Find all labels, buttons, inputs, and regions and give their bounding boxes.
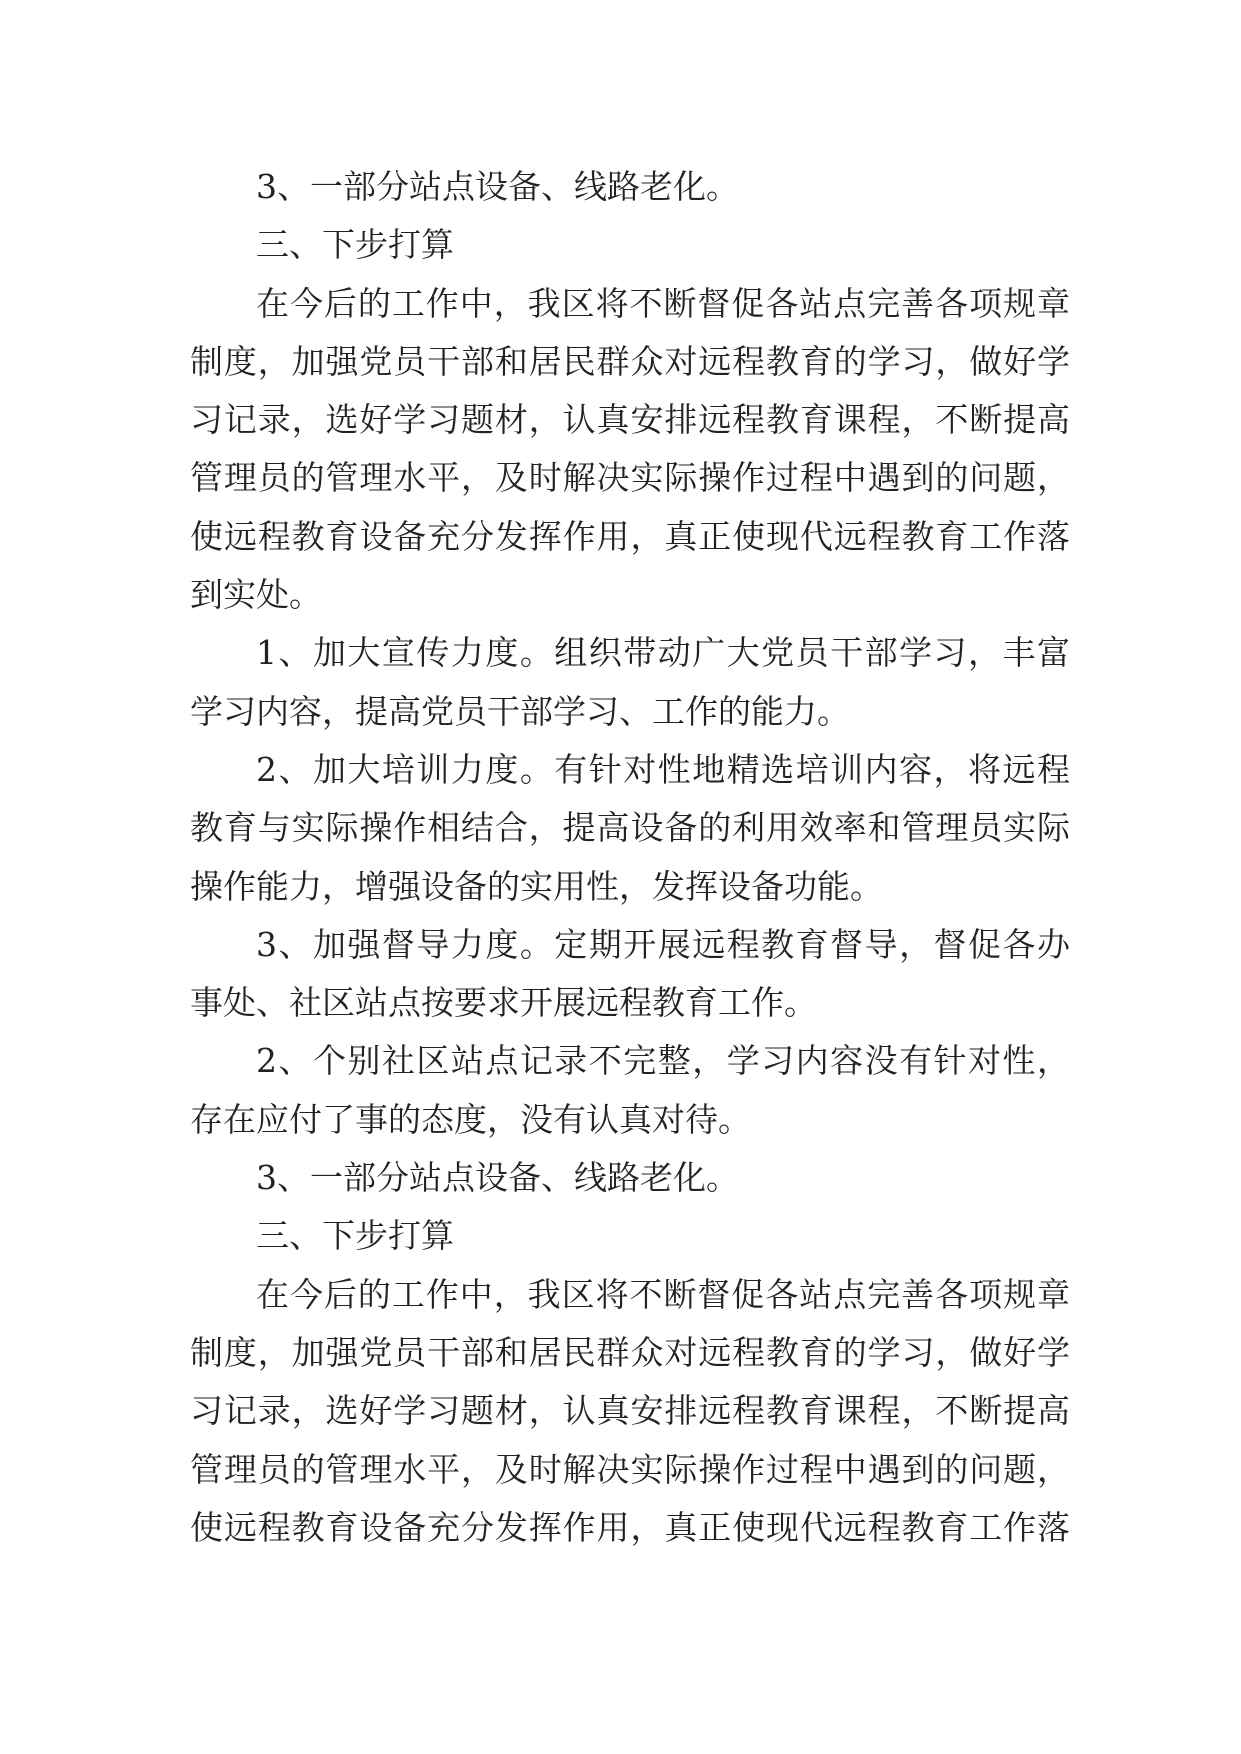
document-body bbox=[190, 158, 1070, 1557]
text-line: 在今后的工作中，我区将不断督促各站点完善各项规章 bbox=[256, 283, 1070, 323]
text-line: 3、一部分站点设备、线路老化。 bbox=[256, 1158, 739, 1198]
text-line: 事处、社区站点按要求开展远程教育工作。 bbox=[190, 983, 817, 1023]
text-line: 2、加大培训力度。有针对性地精选培训内容，将远程 bbox=[256, 749, 1070, 789]
text-line: 2、个别社区站点记录不完整，学习内容没有针对性， bbox=[256, 1041, 1070, 1081]
text-line: 制度，加强党员干部和居民群众对远程教育的学习，做好学 bbox=[190, 341, 1070, 381]
text-line: 三、下步打算 bbox=[256, 1216, 454, 1256]
text-line: 习记录，选好学习题材，认真安排远程教育课程，不断提高 bbox=[190, 1391, 1070, 1431]
text-line: 制度，加强党员干部和居民群众对远程教育的学习，做好学 bbox=[190, 1332, 1070, 1372]
text-line: 学习内容，提高党员干部学习、工作的能力。 bbox=[190, 691, 850, 731]
text-line: 存在应付了事的态度，没有认真对待。 bbox=[190, 1099, 751, 1139]
text-line: 1、加大宣传力度。组织带动广大党员干部学习，丰富 bbox=[256, 633, 1070, 673]
text-line: 三、下步打算 bbox=[256, 225, 454, 265]
text-line: 在今后的工作中，我区将不断督促各站点完善各项规章 bbox=[256, 1274, 1070, 1314]
text-line: 3、一部分站点设备、线路老化。 bbox=[256, 167, 739, 206]
text-line: 操作能力，增强设备的实用性，发挥设备功能。 bbox=[190, 866, 883, 906]
text-line: 管理员的管理水平，及时解决实际操作过程中遇到的问题， bbox=[190, 458, 1070, 498]
text-line: 使远程教育设备充分发挥作用，真正使现代远程教育工作落 bbox=[190, 516, 1070, 556]
text-line: 使远程教育设备充分发挥作用，真正使现代远程教育工作落 bbox=[190, 1507, 1070, 1547]
text-line: 习记录，选好学习题材，认真安排远程教育课程，不断提高 bbox=[190, 400, 1070, 440]
text-line: 教育与实际操作相结合，提高设备的利用效率和管理员实际 bbox=[190, 808, 1070, 848]
text-line: 管理员的管理水平，及时解决实际操作过程中遇到的问题， bbox=[190, 1449, 1070, 1489]
text-line: 到实处。 bbox=[190, 575, 322, 615]
text-line: 3、加强督导力度。定期开展远程教育督导，督促各办 bbox=[256, 924, 1070, 964]
